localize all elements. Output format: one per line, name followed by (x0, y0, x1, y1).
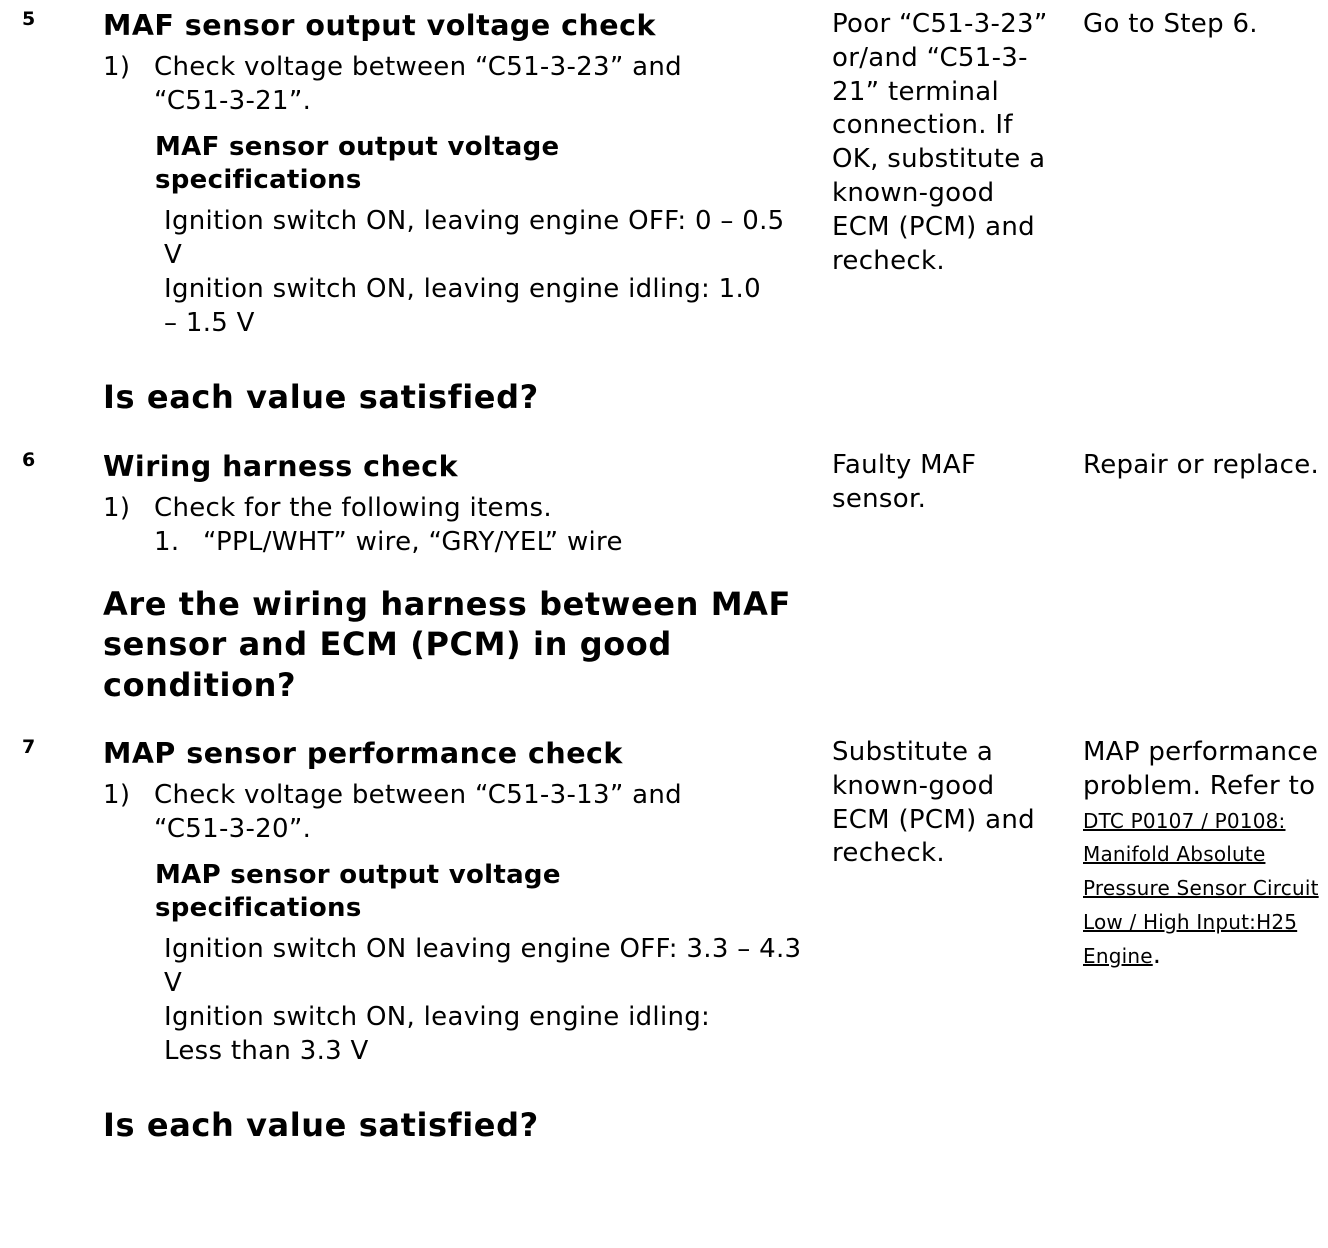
item-marker: 1) (103, 493, 131, 523)
spec-values (164, 205, 804, 340)
procedure-item (103, 51, 803, 119)
step-number: 7 (22, 736, 36, 758)
step-number: 6 (22, 449, 36, 471)
step-number: 5 (22, 8, 36, 30)
no-result (1083, 736, 1323, 973)
item-text: Check for the following items. (154, 493, 552, 523)
spec-values (164, 933, 804, 1068)
step-question: Are the wiring harness between MAF sensor and ECM (PCM) in good condition? (103, 584, 791, 704)
yes-result: Faulty MAF sensor. (832, 450, 977, 514)
step-title: MAP sensor performance check (103, 737, 623, 770)
spec-line: Ignition switch ON, leaving engine OFF: 0 – 0.5 V (164, 206, 785, 270)
step-question: Is each value satisfied? (103, 378, 539, 417)
no-result: Go to Step 6. (1083, 9, 1258, 39)
sub-item-text: “PPL/WHT” wire, “GRY/YEL” wire (203, 526, 623, 557)
item-marker: 1) (103, 52, 131, 82)
yes-result: Poor “C51-3-23” or/and “C51-3-21” terminal connection. If OK, substitute a known-good ECM (PCM) and recheck. (832, 9, 1048, 276)
no-result-period: . (1152, 939, 1162, 970)
no-result: Repair or replace. (1083, 450, 1320, 480)
dtc-reference-link[interactable]: DTC P0107 / P0108: Manifold Absolute Pressure Sensor Circuit Low / High Input:H25 Engine (1083, 808, 1319, 968)
sub-item (154, 526, 803, 560)
step-action-cell (103, 736, 803, 1146)
step-title: MAF sensor output voltage check (103, 9, 656, 42)
no-result-text: MAP performance problem. Refer to (1083, 737, 1319, 801)
procedure-item (103, 779, 803, 847)
item-marker: 1) (103, 780, 131, 810)
step-question: Is each value satisfied? (103, 1106, 539, 1145)
item-text: Check voltage between “C51-3-23” and “C51-3-21”. (154, 52, 682, 116)
yes-result: Substitute a known-good ECM (PCM) and recheck. (832, 737, 1035, 869)
spec-line: Ignition switch ON, leaving engine idling: Less than 3.3 V (164, 1001, 711, 1066)
step-action-cell (103, 449, 803, 705)
spec-title: MAF sensor output voltage specifications (155, 131, 560, 196)
spec-line: Ignition switch ON leaving engine OFF: 3.3 – 4.3 V (164, 934, 802, 998)
spec-title: MAP sensor output voltage specifications (155, 859, 561, 924)
spec-line: Ignition switch ON, leaving engine idling: 1.0 – 1.5 V (164, 273, 761, 338)
sub-item-marker: 1. (154, 526, 180, 557)
procedure-item (103, 492, 803, 560)
step-title: Wiring harness check (103, 450, 459, 483)
item-text: Check voltage between “C51-3-13” and “C51-3-20”. (154, 780, 682, 844)
step-action-cell (103, 8, 803, 418)
